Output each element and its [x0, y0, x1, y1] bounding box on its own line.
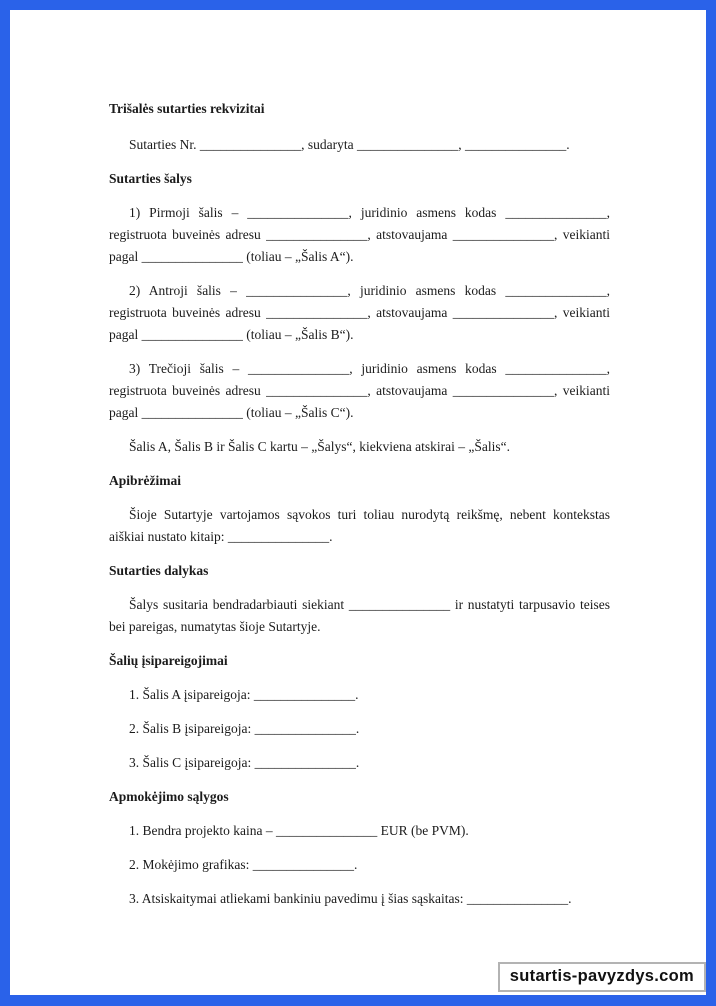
- parties-together-line: Šalis A, Šalis B ir Šalis C kartu – „Šalys“, kiekviena atskirai – „Šalis“.: [129, 439, 510, 454]
- obligation-item-a: 1. Šalis A įsipareigoja: _______________.: [129, 687, 359, 702]
- section-heading-payment: Apmokėjimo sąlygos: [109, 789, 229, 804]
- party-a-paragraph: 1) Pirmoji šalis – _______________, juridinio asmens kodas _______________, registruota buveinės adresu _______________, atstovaujama _______________, veikianti pagal _______________ (toliau – „Šalis A“).: [109, 205, 610, 264]
- payment-item-schedule: 2. Mokėjimo grafikas: _______________.: [129, 857, 358, 872]
- obligation-item-c: 3. Šalis C įsipareigoja: _______________.: [129, 755, 360, 770]
- party-b-paragraph: 2) Antroji šalis – _______________, juridinio asmens kodas _______________, registruota buveinės adresu _______________, atstovaujama _______________, veikianti pagal _______________ (toliau – „Šalis B“).: [109, 283, 610, 342]
- section-heading-obligations: Šalių įsipareigojimai: [109, 653, 228, 668]
- section-heading-definitions: Apibrėžimai: [109, 473, 181, 488]
- section-heading-subject: Sutarties dalykas: [109, 563, 209, 578]
- obligation-item-b: 2. Šalis B įsipareigoja: _______________.: [129, 721, 360, 736]
- party-c-paragraph: 3) Trečioji šalis – _______________, juridinio asmens kodas _______________, registruota buveinės adresu _______________, atstovaujama _______________, veikianti pagal _______________ (toliau – „Šalis C“).: [109, 361, 610, 420]
- watermark-label: sutartis-pavyzdys.com: [509, 967, 694, 985]
- section-heading-parties: Sutarties šalys: [109, 171, 192, 186]
- subject-paragraph: Šalys susitaria bendradarbiauti siekiant _______________ ir nustatyti tarpusavio teises bei pareigas, numatytas šioje Sutartyje.: [109, 597, 610, 634]
- document-body: [10, 10, 706, 995]
- document-title: Trišalės sutarties rekvizitai: [109, 101, 265, 116]
- payment-item-price: 1. Bendra projekto kaina – _______________ EUR (be PVM).: [129, 823, 469, 838]
- payment-item-accounts: 3. Atsiskaitymai atliekami bankiniu pavedimu į šias sąskaitas: _______________.: [129, 891, 572, 906]
- watermark-badge: [498, 962, 706, 992]
- contract-number-line: Sutarties Nr. _______________, sudaryta _______________, _______________.: [129, 137, 570, 152]
- definitions-paragraph: Šioje Sutartyje vartojamos sąvokos turi toliau nurodytą reikšmę, nebent kontekstas aiškiai nustato kitaip: _______________.: [109, 507, 610, 544]
